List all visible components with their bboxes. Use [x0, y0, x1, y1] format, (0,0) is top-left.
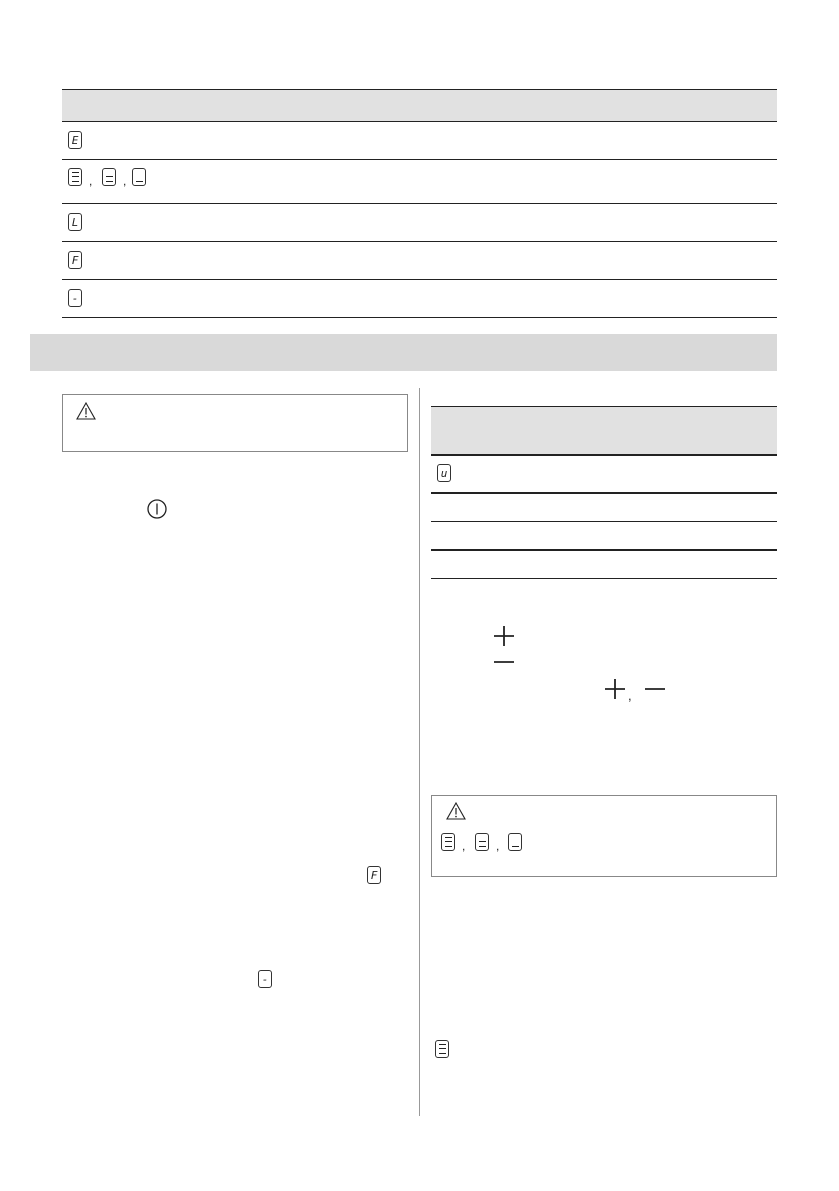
separator-comma: , — [496, 839, 500, 853]
table-row — [431, 456, 777, 492]
minus-icon — [643, 677, 667, 701]
warning-triangle-icon — [446, 802, 466, 820]
residual-heat-low-icon — [132, 168, 146, 186]
table-row — [62, 280, 777, 317]
table-row — [62, 242, 777, 279]
table-row — [62, 160, 777, 203]
right-table-rule — [431, 578, 777, 579]
right-table-header — [431, 406, 777, 454]
section-heading-band — [30, 334, 777, 371]
table-row — [431, 551, 777, 578]
table-row — [62, 204, 777, 241]
plus-icon — [603, 677, 627, 701]
separator-comma: , — [89, 174, 93, 188]
right-table-rule — [431, 406, 777, 407]
display-dash-symbol: - — [68, 289, 82, 307]
residual-heat-medium-icon — [102, 168, 116, 186]
residual-heat-low-icon — [508, 833, 522, 851]
table-row — [62, 122, 777, 159]
residual-heat-medium-icon — [475, 833, 489, 851]
column-divider — [419, 388, 420, 1116]
minus-icon — [492, 650, 516, 674]
table-row — [431, 494, 777, 521]
separator-comma: , — [462, 839, 466, 853]
display-dash-symbol: - — [258, 970, 272, 988]
display-e-symbol: E — [68, 131, 82, 149]
top-table-header — [62, 89, 777, 121]
display-u-symbol: u — [437, 464, 451, 482]
warning-triangle-icon — [76, 402, 96, 420]
display-f-symbol: F — [367, 866, 381, 884]
separator-comma: , — [123, 174, 127, 188]
display-f-symbol: F — [68, 251, 82, 269]
plus-icon — [492, 624, 516, 648]
power-onoff-icon — [145, 497, 169, 521]
residual-heat-high-icon — [441, 833, 455, 851]
top-table-rule — [62, 317, 777, 318]
residual-heat-display-icon — [435, 1040, 449, 1058]
table-row — [431, 522, 777, 549]
top-table-rule — [62, 89, 777, 90]
residual-heat-high-icon — [68, 168, 82, 186]
display-l-symbol: L — [68, 213, 82, 231]
separator-comma: , — [628, 688, 632, 703]
warning-box — [62, 394, 408, 452]
warning-box — [431, 795, 777, 877]
